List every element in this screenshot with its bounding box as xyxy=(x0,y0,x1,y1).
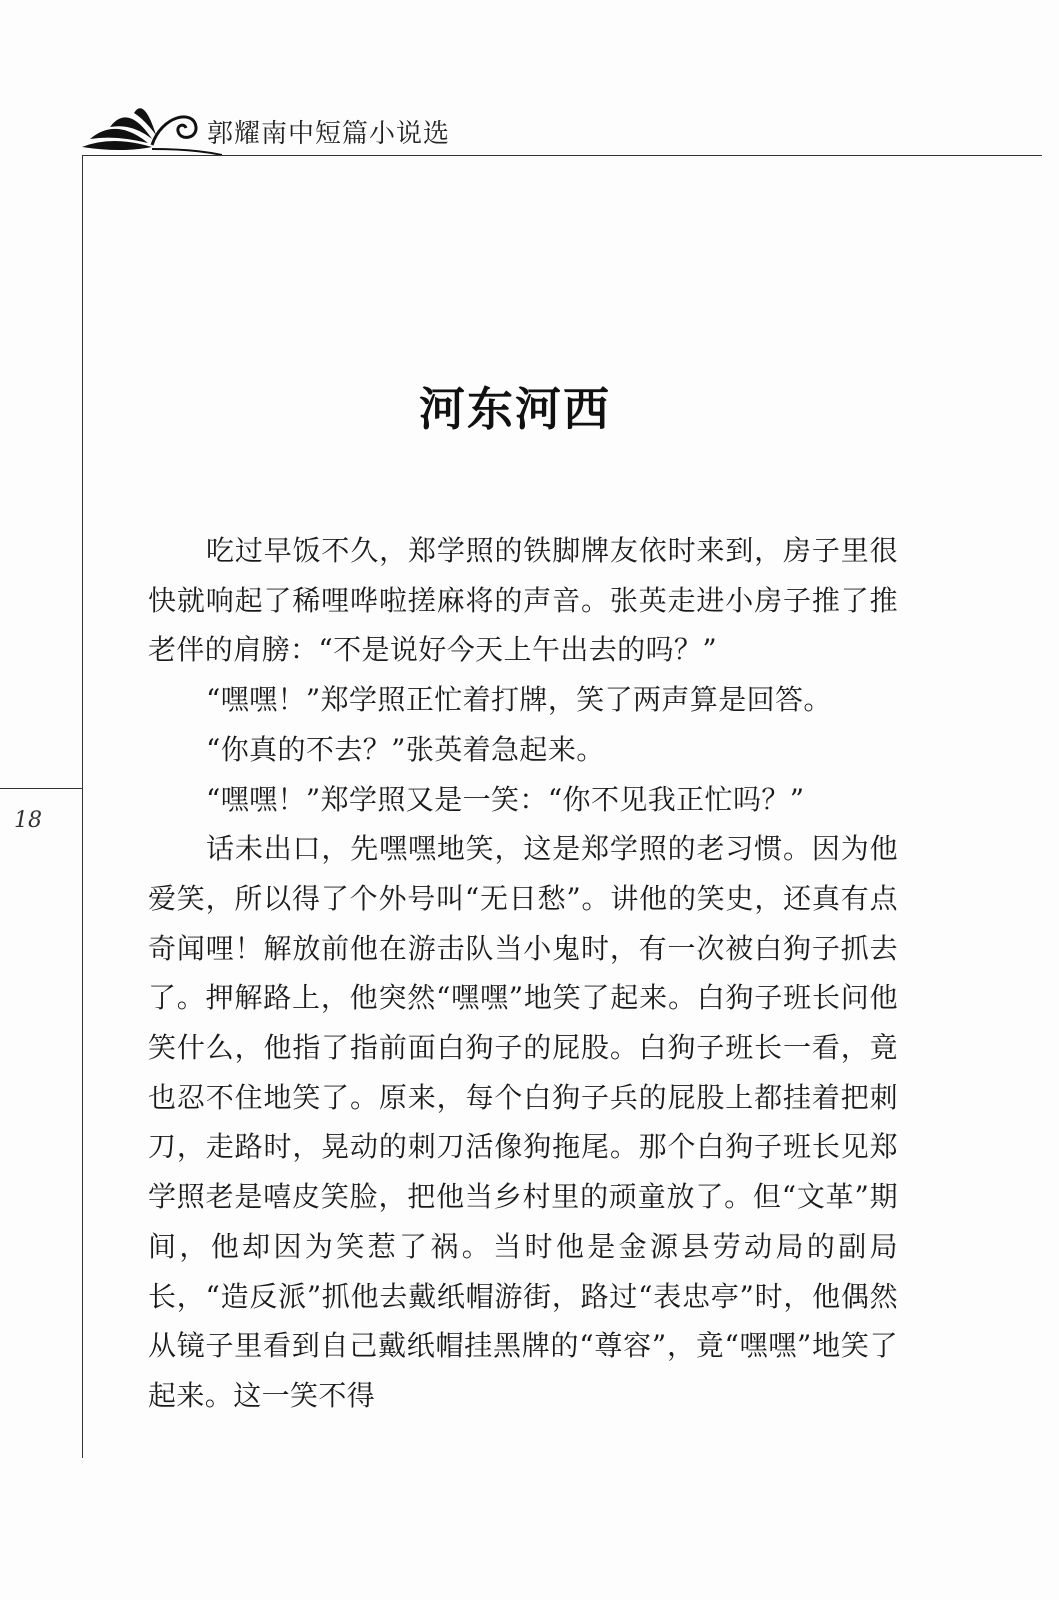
body-text xyxy=(148,526,898,1421)
page-number-rule xyxy=(0,788,82,789)
paragraph: “你真的不去？”张英着急起来。 xyxy=(206,732,605,766)
paragraph: 话未出口，先嘿嘿地笑，这是郑学照的老习惯。因为他爱笑，所以得了个外号叫“无日愁”。讲他的笑史，还真有点奇闻哩！解放前他在游击队当小鬼时，有一次被白狗子抓去了。押解路上，他突然“嘿嘿”地笑了起来。白狗子班长问他笑什么，他指了指前面白狗子的屁股。白狗子班长一看，竟也忍不住地笑了。原来，每个白狗子兵的屁股上都挂着把刺刀，走路时，晃动的刺刀活像狗拖尾。那个白狗子班长见郑学照老是嘻皮笑脸，把他当乡村里的顽童放了。但“文革”期间，他却因为笑惹了祸。当时他是金源县劳动局的副局长，“造反派”抓他去戴纸帽游街，路过“表忠亭”时，他偶然从镜子里看到自己戴纸帽挂黑牌的“尊容”，竟“嘿嘿”地笑了起来。这一笑不得 xyxy=(148,832,898,1412)
page-number: 18 xyxy=(14,808,42,833)
header-rule xyxy=(82,155,1042,156)
paragraph: “嘿嘿！”郑学照又是一笑：“你不见我正忙吗？” xyxy=(206,782,805,816)
header-ornament-icon xyxy=(82,95,222,157)
margin-rule xyxy=(82,155,83,1458)
book-title: 郭耀南中短篇小说选 xyxy=(207,119,451,149)
paragraph: 吃过早饭不久，郑学照的铁脚牌友依时来到，房子里很快就响起了稀哩哗啦搓麻将的声音。张英走进小房子推了推老伴的肩膀：“不是说好今天上午出去的吗？” xyxy=(148,534,898,667)
paragraph: “嘿嘿！”郑学照正忙着打牌，笑了两声算是回答。 xyxy=(206,683,832,717)
chapter-title: 河东河西 xyxy=(419,381,611,436)
